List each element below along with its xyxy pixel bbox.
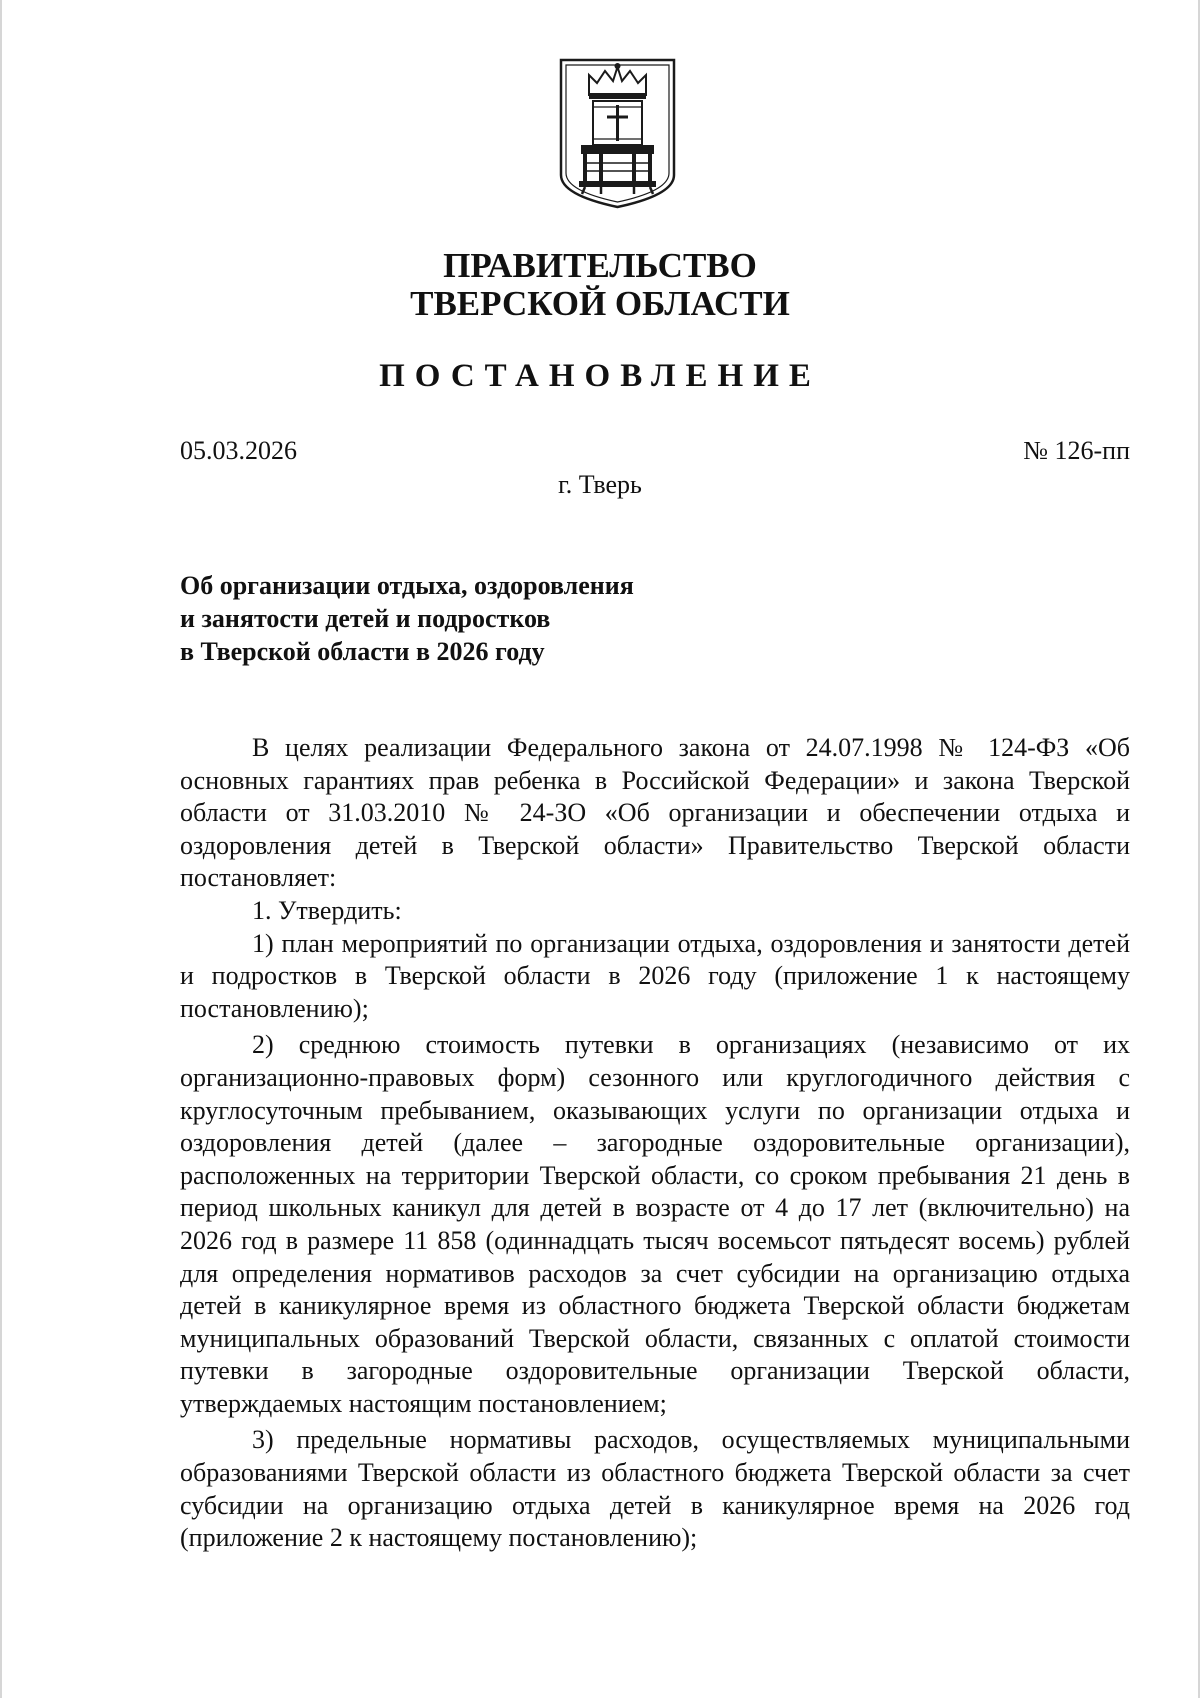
tver-oblast-coat-of-arms-icon (555, 57, 680, 209)
body-paragraph-preamble: В целях реализации Федерального закона от 24.07.1998 № 124-ФЗ «Об основных гарантиях прав ребенка в Российской Федерации» и закона Тверской области от 31.03.2010 № 24-ЗО «Об организации и обеспечении отдыха и оздоровления детей в Тверской области» Правительство Тверской области постановляет: (180, 733, 1130, 893)
org-name-line1: ПРАВИТЕЛЬСТВО (443, 246, 757, 285)
org-name-line2: ТВЕРСКОЙ ОБЛАСТИ (410, 284, 790, 323)
document-number: № 126-пп (1023, 436, 1130, 465)
document-city: г. Тверь (558, 470, 642, 499)
document-subject (180, 569, 820, 668)
subject-line: в Тверской области в 2026 году (180, 637, 545, 666)
document-type: ПОСТАНОВЛЕНИЕ (379, 358, 821, 394)
subject-line: Об организации отдыха, оздоровления (180, 571, 634, 600)
subject-line: и занятости детей и подростков (180, 604, 551, 633)
body-paragraph-item-1: 1) план мероприятий по организации отдыха, оздоровления и занятости детей и подростков в Тверской области в 2026 году (приложение 1 к настоящему постановлению); (180, 928, 1130, 1023)
document-date: 05.03.2026 (180, 436, 297, 465)
body-paragraph-item-2: 2) среднюю стоимость путевки в организациях (независимо от их организационно-правовых форм) сезонного или круглогодичного действия с круглосуточным пребыванием, оказывающих услуги по организации отдыха и оздоровления детей (далее – загородные оздоровительные организации), расположенных на территории Тверской области, со сроком пребывания 21 день в период школьных каникул для детей в возрасте от 4 до 17 лет (включительно) на 2026 год в размере 11 858 (одиннадцать тысяч восемьсот пятьдесят восемь) рублей для определения нормативов расходов за счет субсидии на организацию отдыха детей в каникулярное время из областного бюджета Тверской области бюджетам муниципальных образований Тверской области, связанных с оплатой стоимости путевки в загородные оздоровительные организации Тверской области, утверждаемых настоящим постановлением; (180, 1030, 1130, 1418)
body-paragraph-item-3: 3) предельные нормативы расходов, осуществляемых муниципальными образованиями Тверской области из областного бюджета Тверской области за счет субсидии на организацию отдыха детей в каникулярное время на 2026 год (приложение 2 к настоящему постановлению); (180, 1425, 1130, 1553)
body-paragraph-approve: 1. Утвердить: (252, 895, 402, 925)
document-body (180, 732, 1130, 1555)
